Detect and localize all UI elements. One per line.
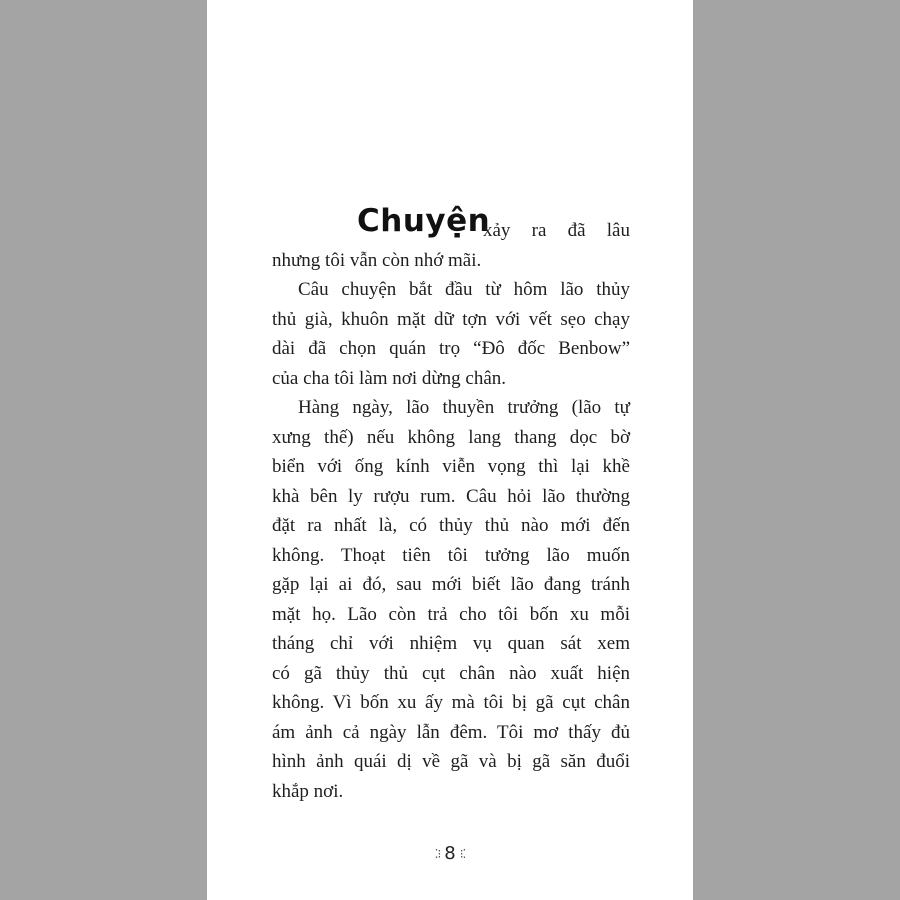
dots-ornament-right-icon: ⁝⁚ <box>459 847 466 861</box>
text-line: Hàng ngày, lão thuyền trưởng (lão tự <box>298 397 630 418</box>
text-line: khắp nơi. <box>272 781 344 802</box>
text-line: xảy ra đã lâu <box>483 220 630 241</box>
text-line: không. Vì bốn xu ấy mà tôi bị gã cụt chân <box>272 692 630 713</box>
page-number-footer <box>207 843 693 864</box>
text-line: Câu chuyện bắt đầu từ hôm lão thủy <box>298 279 630 300</box>
text-line: gặp lại ai đó, sau mới biết lão đang tránh <box>272 574 630 595</box>
text-line: khà bên ly rượu rum. Câu hỏi lão thường <box>272 486 630 507</box>
text-line: hình ảnh quái dị về gã và bị gã săn đuổi <box>272 751 630 772</box>
text-line: nhưng tôi vẫn còn nhớ mãi. <box>272 250 482 271</box>
text-line: biển với ống kính viễn vọng thì lại khề <box>272 456 630 477</box>
book-page <box>207 0 693 900</box>
dots-ornament-left-icon: ⁚⁝ <box>434 847 441 861</box>
text-line: dài đã chọn quán trọ “Đô đốc Benbow” <box>272 338 630 359</box>
text-line: không. Thoạt tiên tôi tưởng lão muốn <box>272 545 630 566</box>
text-line: thủ già, khuôn mặt dữ tợn với vết sẹo chạy <box>272 309 630 330</box>
text-line: tháng chỉ với nhiệm vụ quan sát xem <box>272 633 630 654</box>
text-line: ám ảnh cả ngày lẫn đêm. Tôi mơ thấy đủ <box>272 722 630 743</box>
text-line: mặt họ. Lão còn trả cho tôi bốn xu mỗi <box>272 604 630 625</box>
text-line: của cha tôi làm nơi dừng chân. <box>272 368 507 389</box>
page-number: 8 <box>444 843 456 864</box>
text-line: đặt ra nhất là, có thủy thủ nào mới đến <box>272 515 630 536</box>
text-line: xưng thế) nếu không lang thang dọc bờ <box>272 427 630 448</box>
text-line: có gã thủy thủ cụt chân nào xuất hiện <box>272 663 630 684</box>
drop-cap-word: Chuyện <box>357 203 491 239</box>
